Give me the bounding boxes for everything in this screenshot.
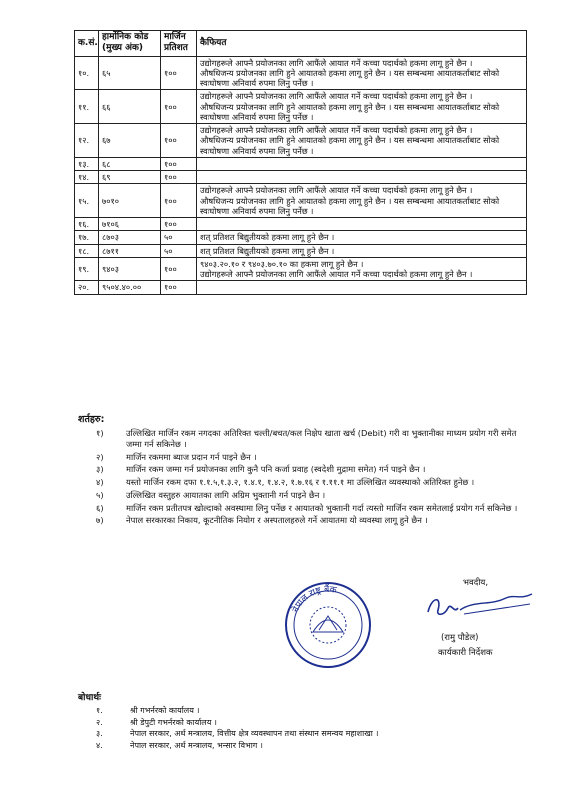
- condition-item: [96, 464, 526, 475]
- cell-hs-code: ६७: [99, 124, 161, 158]
- condition-number: ३): [96, 464, 104, 475]
- table-row: [75, 157, 527, 170]
- cell-hs-code: ७०१०: [99, 184, 161, 218]
- table-row: [75, 244, 527, 257]
- signer-name: (रामु पौडेल): [441, 633, 479, 643]
- table-row: [75, 56, 527, 90]
- cell-serial-number: १४.: [75, 171, 99, 184]
- remark-line: औषधिजन्य प्रयोजनका लागि हुने आयातको हकमा लागू हुने छैन । यस सम्बन्धमा आयातकर्ताबाट सोको स्वःघोषणा अनिवार्य रुपमा लिनु पर्नेछ ।: [200, 195, 500, 216]
- cell-hs-code: ९४०३: [99, 257, 161, 281]
- cell-serial-number: १८.: [75, 244, 99, 257]
- cc-list: [96, 705, 526, 751]
- cell-remarks: [197, 171, 527, 184]
- remark-line: शत् प्रतिशत बिद्युतीयको हकमा लागू हुने छैन ।: [200, 232, 335, 243]
- remark-line: उद्योगहरूले आफ्नै प्रयोजनका लागि आफैंले आयात गर्ने कच्चा पदार्थको हकमा लागू हुने छैन ।: [200, 185, 473, 196]
- official-seal: [283, 580, 373, 670]
- handwritten-signature: [420, 586, 540, 626]
- cc-text: श्री डेपुटी गभर्नरको कार्यालय ।: [130, 717, 217, 727]
- condition-number: २): [96, 451, 104, 462]
- condition-text: उल्लिखित मार्जिन रकम नगदका अतिरिक्त चल्ती/बचत/कल निक्षेप खाता खर्च (Debit) गरी वा भुक्तानीका माध्यम प्रयोग गरी समेत जम्मा गर्न सकिनेछ ।: [126, 428, 517, 449]
- table-header-row: [75, 31, 527, 57]
- cc-text: श्री गभर्नरको कार्यालय ।: [130, 706, 200, 715]
- condition-number: ७): [96, 515, 104, 526]
- conditions-list: [96, 428, 526, 528]
- cell-hs-code: ६८: [99, 157, 161, 170]
- header-remarks: कैफियत: [197, 31, 527, 57]
- cell-hs-code: ९५०४.४०.००: [99, 281, 161, 294]
- cell-margin-percent: १००: [161, 90, 197, 124]
- cell-margin-percent: १००: [161, 124, 197, 158]
- cell-serial-number: १९.: [75, 257, 99, 281]
- cc-number: ३.: [96, 729, 103, 739]
- cell-remarks: [197, 257, 527, 281]
- cell-margin-percent: १००: [161, 257, 197, 281]
- remark-line: उद्योगहरूले आफ्नै प्रयोजनका लागि आफैंले आयात गर्ने कच्चा पदार्थको हकमा लागू हुने छैन ।: [200, 57, 473, 68]
- cell-remarks: [197, 281, 527, 294]
- cell-remarks: [197, 56, 527, 90]
- cc-number: ४.: [96, 740, 103, 750]
- cell-remarks: [197, 244, 527, 257]
- remark-line: औषधिजन्य प्रयोजनका लागि हुने आयातको हकमा लागू हुने छैन । यस सम्बन्धमा आयातकर्ताबाट सोको स्वःघोषणा अनिवार्य रुपमा लिनु पर्नेछ ।: [200, 135, 500, 156]
- cell-remarks: [197, 184, 527, 218]
- cell-margin-percent: १००: [161, 157, 197, 170]
- header-margin-percent: मार्जिन प्रतिशत: [161, 31, 197, 57]
- signer-title: कार्यकारी निर्देशक: [438, 648, 493, 658]
- condition-text: उल्लिखित वस्तुहरु आयातका लागि अग्रिम भुक्तानी गर्न पाइने छैन ।: [126, 489, 326, 500]
- cell-serial-number: ११.: [75, 90, 99, 124]
- remark-line: उद्योगहरूले आफ्नै प्रयोजनका लागि आफैंले आयात गर्ने कच्चा पदार्थको हकमा लागू हुने छैन ।: [200, 91, 473, 102]
- condition-number: १): [96, 428, 104, 438]
- condition-number: ६): [96, 502, 104, 513]
- remark-line: औषधिजन्य प्रयोजनका लागि हुने आयातको हकमा लागू हुने छैन । यस सम्बन्धमा आयातकर्ताबाट सोको स्वःघोषणा अनिवार्य रुपमा लिनु पर्नेछ ।: [200, 101, 500, 122]
- table-row: [75, 184, 527, 218]
- cc-item: [96, 728, 526, 740]
- cc-text: नेपाल सरकार, अर्थ मन्त्रालय, भन्सार विभाग ।: [130, 740, 263, 750]
- cell-remarks: [197, 124, 527, 158]
- table-row: [75, 171, 527, 184]
- cell-remarks: [197, 157, 527, 170]
- cc-item: [96, 717, 526, 729]
- cc-item: [96, 705, 526, 717]
- cc-text: नेपाल सरकार, अर्थ मन्त्रालय, वित्तीय क्षेत्र व्यवस्थापन तथा संस्थान समन्वय महाशाखा ।: [130, 729, 379, 739]
- condition-item: [96, 503, 526, 514]
- remark-line: उद्योगहरूले आफ्नै प्रयोजनका लागि आफैंले आयात गर्ने कच्चा पदार्थको हकमा लागू हुने छैन ।: [200, 125, 473, 135]
- cell-hs-code: ८७११: [99, 244, 161, 257]
- margin-table: [74, 30, 527, 295]
- condition-item: [96, 428, 526, 450]
- cell-serial-number: १२.: [75, 124, 99, 158]
- table-row: [75, 281, 527, 294]
- table-row: [75, 231, 527, 244]
- header-hs-code: हार्मोनिक कोड (मुख्य अंक): [99, 31, 161, 57]
- cell-remarks: [197, 218, 527, 231]
- regards-text: भवदीय,: [463, 578, 489, 588]
- cell-margin-percent: १००: [161, 56, 197, 90]
- cell-serial-number: १५.: [75, 184, 99, 218]
- remark-line: शत् प्रतिशत बिद्युतीयको हकमा लागू हुने छैन ।: [200, 245, 335, 256]
- cell-serial-number: १७.: [75, 231, 99, 244]
- condition-text: नेपाल सरकारका निकाय, कूटनीतिक नियोग र अस्पतालहरुले गर्ने आयातमा यो व्यवस्था लागू हुने छैन ।: [126, 515, 428, 526]
- condition-text: यस्तो मार्जिन रकम दफा १.१.५,१.३.२, १.४.१, १.४.२, १.७.१६ र १.११.१ मा उल्लिखित व्यवस्थाको अतिरिक्त हुनेछ ।: [126, 477, 475, 488]
- condition-text: मार्जिन रकममा ब्याज प्रदान गर्न पाइने छैन ।: [126, 451, 257, 462]
- cell-margin-percent: ५०: [161, 231, 197, 244]
- cell-serial-number: २०.: [75, 281, 99, 294]
- condition-item: [96, 477, 526, 488]
- cell-remarks: [197, 231, 527, 244]
- condition-number: ५): [96, 489, 104, 500]
- condition-text: मार्जिन रकम जम्मा गर्न प्रयोजनका लागि कुनै पनि कर्जा प्रवाह (स्वदेशी मुद्रामा समेत) गर्न पाइने छैन ।: [126, 464, 426, 475]
- cell-margin-percent: १००: [161, 184, 197, 218]
- cell-hs-code: ६९: [99, 171, 161, 184]
- table-row: [75, 257, 527, 281]
- cell-serial-number: १६.: [75, 218, 99, 231]
- cc-number: २.: [96, 717, 103, 727]
- table-row: [75, 124, 527, 158]
- condition-number: ४): [96, 477, 104, 488]
- seal-text: नेपाल राष्ट्र बैंक: [290, 584, 338, 615]
- cc-number: १.: [96, 706, 103, 715]
- cell-serial-number: १०.: [75, 56, 99, 90]
- cell-margin-percent: ५०: [161, 244, 197, 257]
- condition-text: मार्जिन रकम प्रतीतपत्र खोल्दाको अवस्थामा लिनु पर्नेछ र आयातको भुक्तानी गर्दा त्यस्तो मार्जिन रकम समेतलाई प्रयोग गर्न सकिनेछ ।: [126, 502, 518, 513]
- remark-line: ९४०३.२०.१० र ९४०३.७०.१० का हकमा लागू हुने छैन ।: [200, 258, 364, 269]
- cell-hs-code: ७१०६: [99, 218, 161, 231]
- cc-title: बोधार्थः: [78, 693, 101, 703]
- table-row: [75, 90, 527, 124]
- table-body: [75, 56, 527, 294]
- cell-margin-percent: १००: [161, 281, 197, 294]
- condition-item: [96, 452, 526, 463]
- cell-margin-percent: १००: [161, 171, 197, 184]
- table-row: [75, 218, 527, 231]
- cc-item: [96, 740, 526, 752]
- cell-hs-code: ८७०३: [99, 231, 161, 244]
- remark-line: उद्योगहरूले आफ्नै प्रयोजनका लागि आफैंले आयात गर्ने कच्चा पदार्थको हकमा लागू हुने छैन ।: [200, 269, 473, 279]
- condition-item: [96, 490, 526, 501]
- cell-hs-code: ६६: [99, 90, 161, 124]
- header-serial-number: क.सं.: [75, 31, 99, 57]
- cell-serial-number: १३.: [75, 157, 99, 170]
- remark-line: औषधिजन्य प्रयोजनका लागि हुने आयातको हकमा लागू हुने छैन । यस सम्बन्धमा आयातकर्ताबाट सोको स्वःघोषणा अनिवार्य रुपमा लिनु पर्नेछ ।: [200, 67, 500, 88]
- conditions-title: शर्तहरु:: [78, 414, 105, 425]
- cell-remarks: [197, 90, 527, 124]
- cell-hs-code: ६५: [99, 56, 161, 90]
- cell-margin-percent: १००: [161, 218, 197, 231]
- condition-item: [96, 515, 526, 526]
